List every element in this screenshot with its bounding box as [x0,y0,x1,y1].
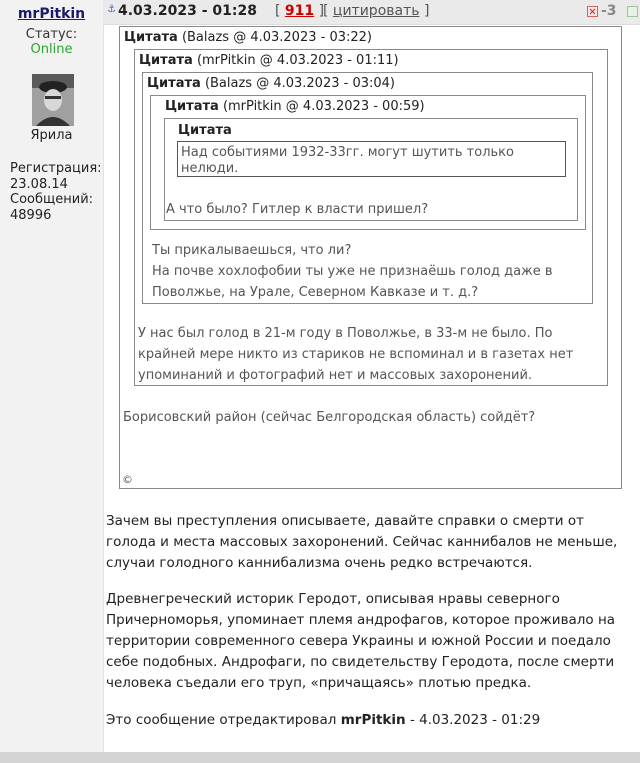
quote-text-2: У нас был голод в 21-м году в Поволжье, в 33-м не было. По крайней мере никто из стариков не вспоминал и в газетах нет упоминаний и фотографий нет и массовых захоронений. [138,326,574,383]
post-number-link[interactable]: 911 [284,3,315,19]
post-paragraph-2: Древнегреческий историк Геродот, описывая нравы северного Причерноморья, упоминает племя андрофагов, которое проживало на территории современного севера Украины и южной России и поедало себе подобных. Андрофаги, по свидетельству Геродота, после смерти человека съедали его труп, «причащаясь» плотью предка. [106,591,616,691]
author-nick: Ярила [30,128,73,143]
edited-author: mrPitkin [340,712,406,728]
quote-text-1: Борисовский район (сейчас Белгородская область) сойдёт? [123,410,536,425]
horizontal-scrollbar[interactable] [0,752,640,763]
status-label: Статус: [25,27,78,42]
quote-block-5 [164,118,578,221]
author-block [0,3,103,22]
quoted-inner-text: Над событиями 1932-33гг. могут шутить только нелюди. [177,141,566,177]
author-sidebar [0,0,104,752]
edited-notice [106,710,636,731]
quote-header-5: Цитата [178,123,232,138]
edited-prefix: Это сообщение отредактировал [106,712,337,728]
posts-count: 48996 [10,207,52,223]
copyright-icon: © [122,473,133,486]
anchor-icon[interactable]: ⚓ [107,4,116,15]
report-icon[interactable] [587,6,598,17]
reg-label: Регистрация: [10,161,102,176]
online-status: Online [30,42,73,57]
post-count: [ 911 ] [275,3,325,19]
post-date: 4.03.2023 - 01:28 [118,3,257,19]
quote-header-3: Цитата (Balazs @ 4.03.2023 - 03:04) [147,76,395,91]
quote-header-4: Цитата (mrPitkin @ 4.03.2023 - 00:59) [165,99,425,114]
author-name-link[interactable]: mrPitkin [17,6,86,22]
quote-action: [ цитировать ] [323,3,430,19]
reg-date: 23.08.14 [10,176,68,192]
quote-text-3a: Ты прикалываешься, что ли? [152,243,352,258]
vote-plus-icon[interactable] [627,6,638,17]
avatar[interactable] [32,74,74,126]
quote-link[interactable]: цитировать [332,3,420,19]
author-meta [10,161,102,223]
rating-score: -3 [601,3,617,19]
quote-text-5: А что было? Гитлер к власти пришел? [166,202,429,217]
quote-header-1: Цитата (Balazs @ 4.03.2023 - 03:22) [124,30,372,45]
post-header [103,0,640,25]
avatar-image [32,74,74,126]
post-paragraph-1: Зачем вы преступления описываете, давайте справки о смерти от голода и места массовых захоронений. Сейчас каннибалов не меньше, случаи голодного каннибализма очень редко встречаются. [106,513,618,571]
quote-header-2: Цитата (mrPitkin @ 4.03.2023 - 01:11) [139,53,399,68]
quote-text-3b: На почве хохлофобии ты уже не признаёшь голод даже в Поволжье, на Урале, Северном Кавказе и т. д.? [152,264,553,300]
edited-suffix: - 4.03.2023 - 01:29 [409,712,541,728]
posts-label: Сообщений: [10,192,94,207]
